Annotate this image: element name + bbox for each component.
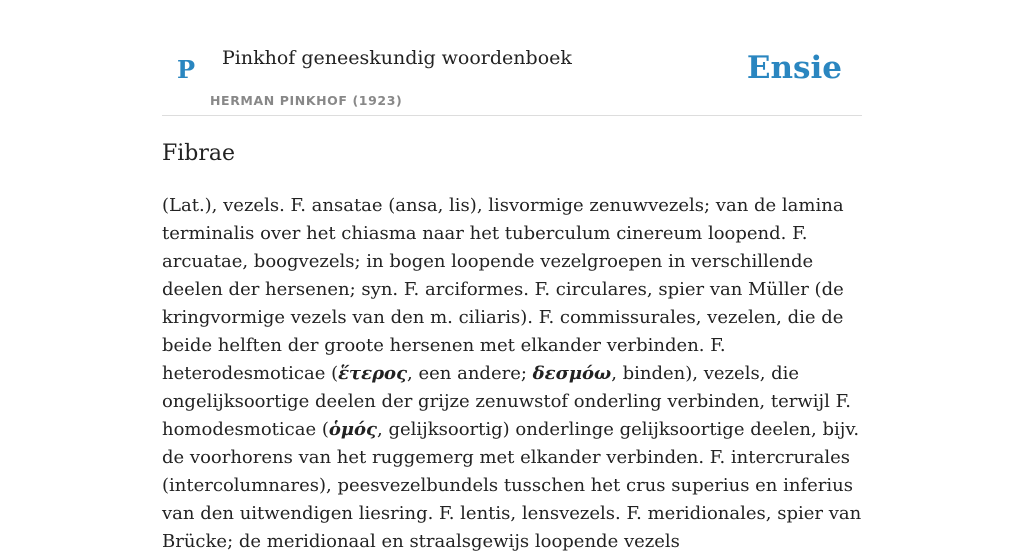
ensie-logo-link[interactable]: Ensie xyxy=(746,50,842,86)
entry-definition xyxy=(162,192,862,556)
greek-term-homos: ὁμός xyxy=(328,419,378,440)
pinkhof-logo[interactable]: P xyxy=(177,55,196,84)
book-title[interactable]: Pinkhof geneeskundig woordenboek xyxy=(222,47,572,69)
definition-text: , binden), vezels, die ongelijksoortige deelen der grijze zenuwstof onderling verbinden, terwijl F. homodesmoticae ( xyxy=(162,363,851,440)
greek-term-heteros: ἕτερος xyxy=(338,363,408,384)
entry-title: Fibrae xyxy=(162,141,236,166)
page-header xyxy=(162,0,862,116)
greek-term-desmoo: δεσμόω xyxy=(532,363,612,384)
definition-text: , gelijksoortig) onderlinge gelijksoortige deelen, bijv. de voorhorens van het ruggemerg met elkander verbinden. F. intercrurales (intercolumnares), peesvezelbundels tusschen het crus superius en inferius van den uitwendigen liesring. F. lentis, lensvezels. F. meridionales, spier van Brücke; de meridionaal en straalsgewijs loopende vezels xyxy=(162,419,862,552)
book-author: HERMAN PINKHOF (1923) xyxy=(210,93,403,108)
definition-text: , een andere; xyxy=(407,363,533,384)
definition-text: (Lat.), vezels. F. ansatae (ansa, lis), lisvormige zenuwvezels; van de lamina terminalis over het chiasma naar het tuberculum cinereum loopend. F. arcuatae, boogvezels; in bogen loopende vezelgroepen in verschillende deelen der hersenen; syn. F. arciformes. F. circulares, spier van Müller (de kringvormige vezels van den m. ciliaris). F. commissurales, vezelen, die de beide helften der groote hersenen met elkander verbinden. F. heterodesmoticae ( xyxy=(162,195,844,384)
